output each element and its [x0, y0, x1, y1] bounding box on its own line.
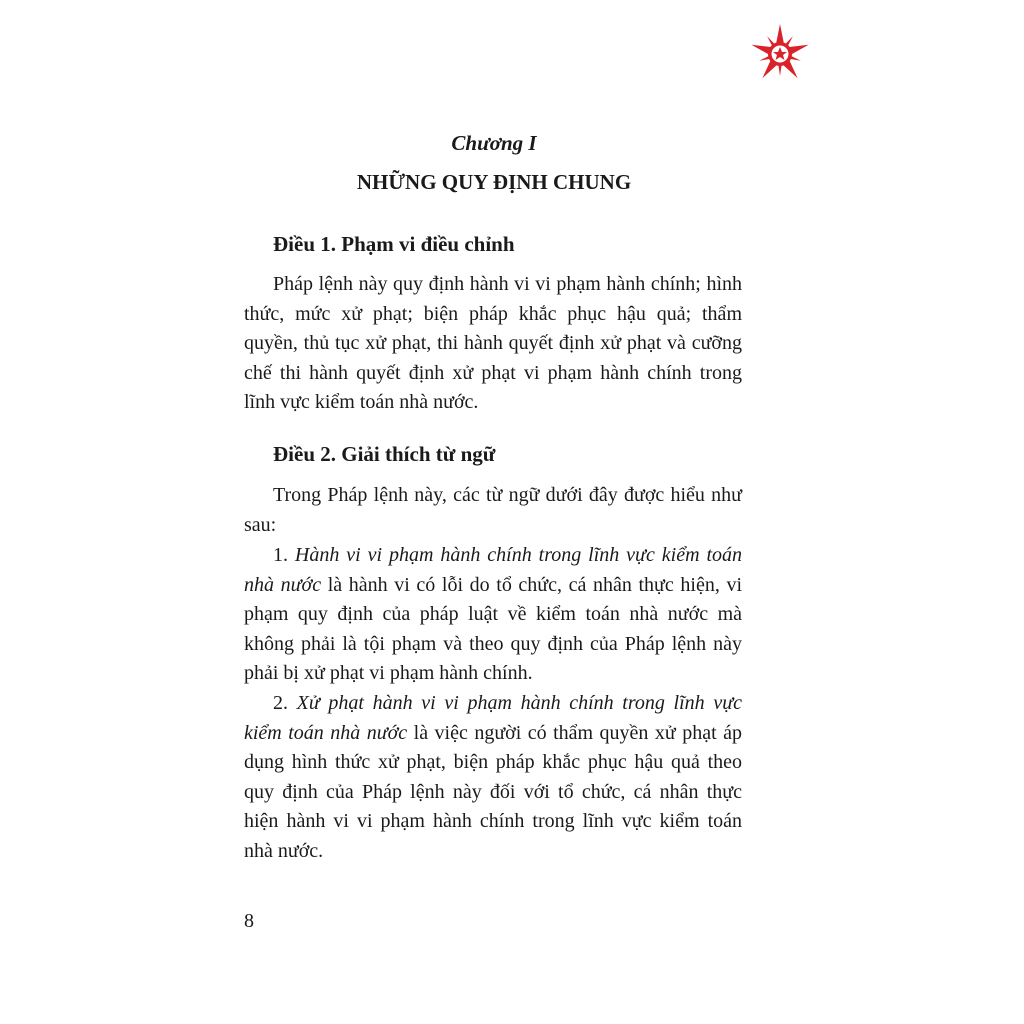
article-2-intro: Trong Pháp lệnh này, các từ ngữ dưới đây được hiểu như sau: — [244, 484, 742, 536]
page-number: 8 — [244, 910, 254, 932]
definition-item-1-number: 1. — [273, 544, 288, 566]
definition-item-1-term: Hành vi vi phạm hành chính trong lĩnh vực kiểm toán nhà nước — [244, 544, 742, 596]
chapter-title: NHỮNG QUY ĐỊNH CHUNG — [356, 170, 632, 194]
article-1-heading: Điều 1. Phạm vi điều chỉnh — [273, 232, 515, 256]
definition-item-2-text: là việc người có thẩm quyền xử phạt áp dụng hình thức xử phạt, biện pháp khắc phục hậu quả theo quy định của Pháp lệnh này đối với tổ chức, cá nhân thực hiện hành vi vi phạm hành chính trong lĩnh vực kiểm toán nhà nước. — [244, 721, 742, 862]
definition-item-2-term: Xử phạt hành vi vi phạm hành chính trong lĩnh vực kiểm toán nhà nước — [244, 692, 742, 744]
definition-item-1 — [244, 541, 742, 689]
star-emblem-icon — [748, 22, 812, 86]
article-2-heading: Điều 2. Giải thích từ ngữ — [273, 442, 496, 466]
definition-item-2 — [244, 689, 742, 867]
definition-item-2-number: 2. — [273, 692, 288, 714]
chapter-label: Chương I — [451, 131, 537, 155]
article-1-body: Pháp lệnh này quy định hành vi vi phạm hành chính; hình thức, mức xử phạt; biện pháp khắc phục hậu quả; thẩm quyền, thủ tục xử phạt, thi hành quyết định xử phạt và cưỡng chế thi hành quyết định xử phạt vi phạm hành chính trong lĩnh vực kiểm toán nhà nước. — [244, 273, 742, 414]
definition-item-1-text: là hành vi có lỗi do tổ chức, cá nhân thực hiện, vi phạm quy định của pháp luật về kiểm toán nhà nước mà không phải là tội phạm và theo quy định của Pháp lệnh này phải bị xử phạt vi phạm hành chính. — [244, 573, 742, 685]
